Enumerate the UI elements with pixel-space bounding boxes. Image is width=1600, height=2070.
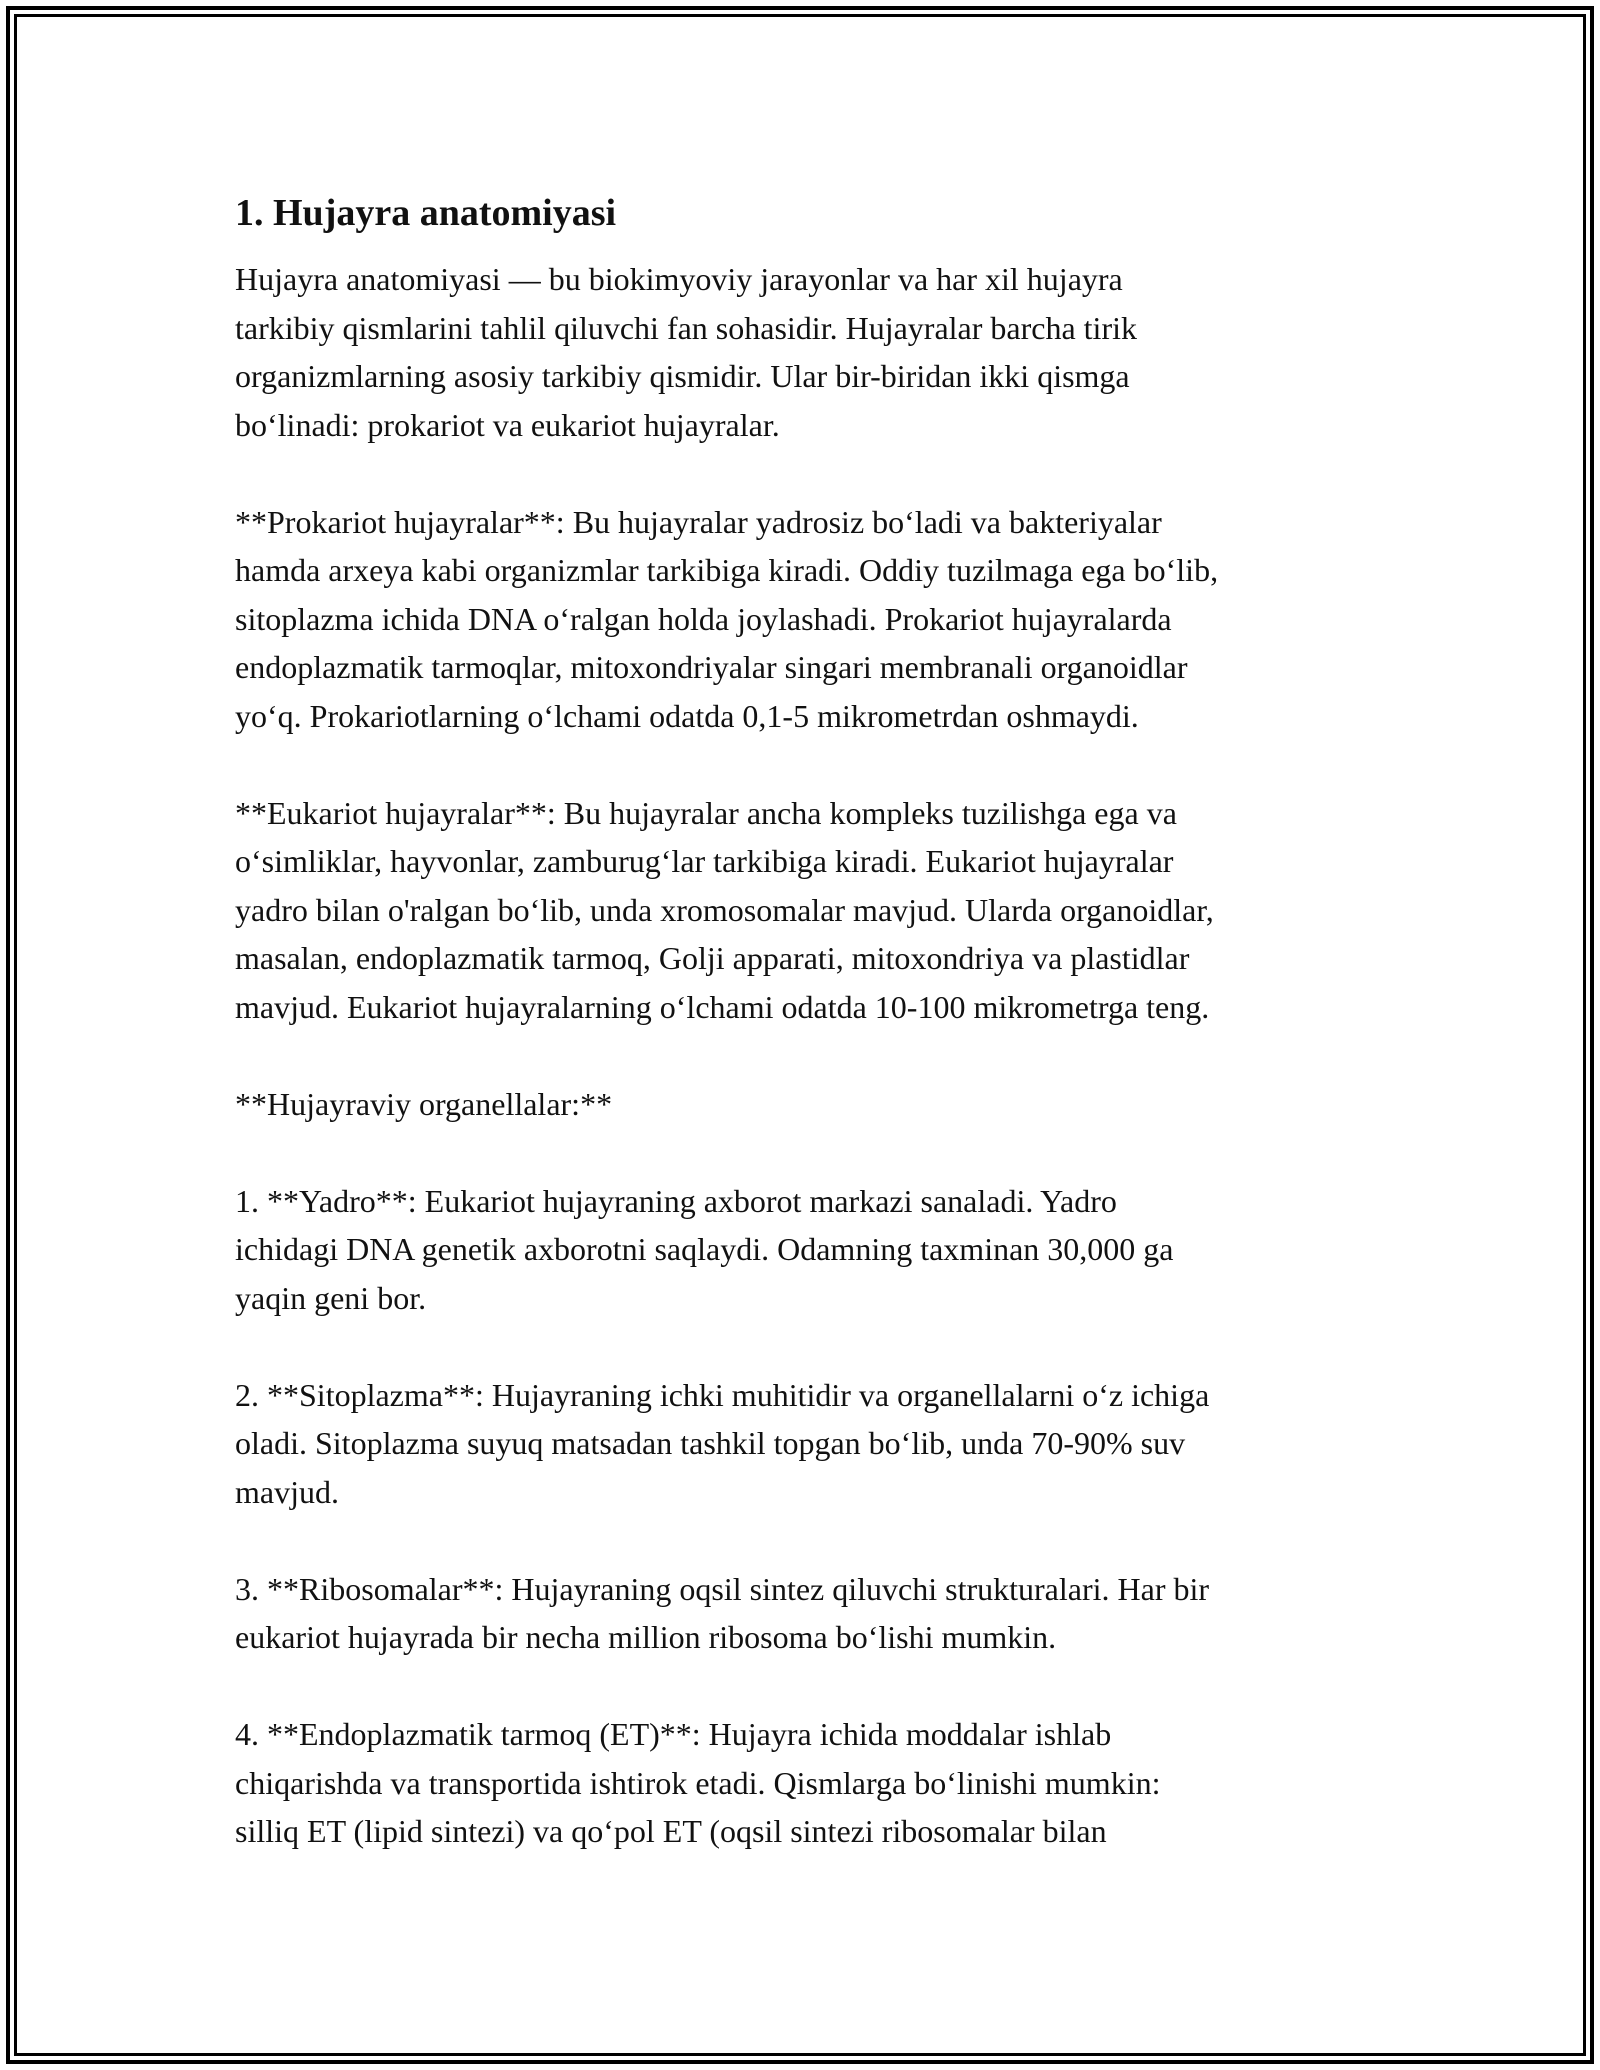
text-line: hamda arxeya kabi organizmlar tarkibiga kiradi. Oddiy tuzilmaga ega boʻlib, [235, 552, 1219, 588]
paragraph-prokaryotic [235, 498, 1395, 741]
text-line: yoʻq. Prokariotlarning oʻlchami odatda 0,1-5 mikrometrdan oshmaydi. [235, 697, 1139, 734]
text-line: **Hujayraviy organellalar:** [235, 1085, 613, 1122]
text-line: chiqarishda va transportida ishtirok etadi. Qismlarga boʻlinishi mumkin: [235, 1764, 1161, 1801]
text-line: organizmlarning asosiy tarkibiy qismidir. Ular bir-biridan ikki qismga [235, 358, 1130, 394]
paragraph-ribosomes [235, 1565, 1395, 1662]
text-line: 2. **Sitoplazma**: Hujayraning ichki muhitidir va organellalarni oʻz ichiga [235, 1376, 1210, 1413]
text-line: masalan, endoplazmatik tarmoq, Golji apparati, mitoxondriya va plastidlar [235, 940, 1190, 976]
text-line: eukariot hujayrada bir necha million ribosoma boʻlishi mumkin. [235, 1619, 1057, 1655]
paragraph-eukaryotic [235, 789, 1395, 1032]
paragraph-nucleus [235, 1177, 1395, 1323]
text-line: **Eukariot hujayralar**: Bu hujayralar ancha kompleks tuzilishga ega va [235, 794, 1177, 831]
text-line: 3. **Ribosomalar**: Hujayraning oqsil sintez qiluvchi strukturalari. Har bir [235, 1570, 1210, 1607]
text-line: tarkibiy qismlarini tahlil qiluvchi fan sohasidir. Hujayralar barcha tirik [235, 309, 1137, 346]
section-title: 1. Hujayra anatomiyasi [235, 192, 617, 234]
text-line: yadro bilan o'ralgan boʻlib, unda xromosomalar mavjud. Ularda organoidlar, [235, 891, 1214, 928]
text-line: endoplazmatik tarmoqlar, mitoxondriyalar singari membranali organoidlar [235, 649, 1188, 685]
paragraph-cytoplasm [235, 1371, 1395, 1517]
text-line: boʻlinadi: prokariot va eukariot hujayralar. [235, 406, 780, 443]
text-line: oʻsimliklar, hayvonlar, zamburugʻlar tarkibiga kiradi. Eukariot hujayralar [235, 843, 1174, 879]
text-line: Hujayra anatomiyasi — bu biokimyoviy jarayonlar va har xil hujayra [235, 261, 1123, 297]
paragraph-organelles-heading [235, 1080, 1395, 1129]
document-body [235, 185, 1395, 1904]
text-line: ichidagi DNA genetik axborotni saqlaydi. Odamning taxminan 30,000 ga [235, 1231, 1174, 1267]
paragraph-intro [235, 255, 1395, 449]
text-line: mavjud. [235, 1473, 339, 1510]
text-line: **Prokariot hujayralar**: Bu hujayralar yadrosiz boʻladi va bakteriyalar [235, 503, 1162, 540]
paragraph-er [235, 1710, 1395, 1856]
text-line: yaqin geni bor. [235, 1279, 427, 1316]
text-line: 4. **Endoplazmatik tarmoq (ET)**: Hujayra ichida moddalar ishlab [235, 1716, 1112, 1752]
text-line: 1. **Yadro**: Eukariot hujayraning axborot markazi sanaladi. Yadro [235, 1182, 1117, 1219]
text-line: oladi. Sitoplazma suyuq matsadan tashkil topgan boʻlib, unda 70-90% suv [235, 1425, 1186, 1461]
text-line: silliq ET (lipid sintezi) va qoʻpol ET (oqsil sintezi ribosomalar bilan [235, 1813, 1107, 1849]
text-line: sitoplazma ichida DNA oʻralgan holda joylashadi. Prokariot hujayralarda [235, 600, 1172, 637]
text-line: mavjud. Eukariot hujayralarning oʻlchami odatda 10-100 mikrometrga teng. [235, 988, 1210, 1025]
